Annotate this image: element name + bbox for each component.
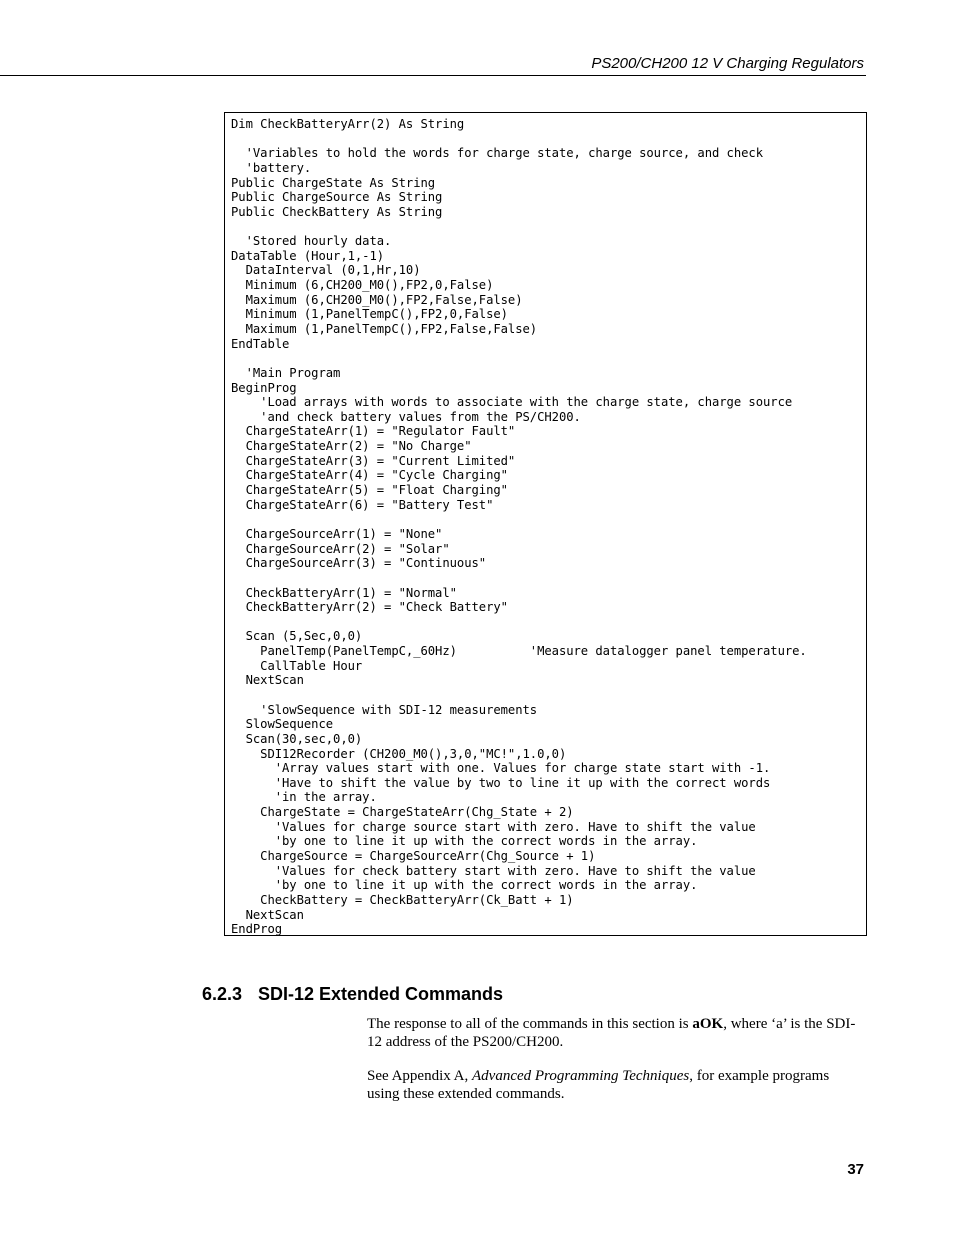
code-line [231, 512, 807, 527]
code-line: EndProg [231, 922, 283, 937]
para2-text-after: , for example programs using these extended commands. [367, 1068, 830, 1102]
code-line: Public ChargeState As String [231, 175, 436, 190]
para2-text-before: See Appendix A, [367, 1068, 472, 1084]
code-line: 'in the array. [231, 790, 377, 805]
code-line: CallTable Hour [231, 658, 363, 673]
code-line: CheckBatteryArr(2) = "Check Battery" [231, 600, 508, 615]
code-line: SlowSequence [231, 717, 334, 732]
code-line: 'SlowSequence with SDI-12 measurements [231, 702, 538, 717]
code-line [231, 688, 807, 703]
code-line: 'by one to line it up with the correct words in the array. [231, 834, 698, 849]
code-line: 'Stored hourly data. [231, 234, 392, 249]
code-line: ChargeSourceArr(1) = "None" [231, 526, 443, 541]
code-line: EndTable [231, 336, 290, 351]
code-line: ChargeSourceArr(3) = "Continuous" [231, 556, 487, 571]
code-line: Minimum (6,CH200_M0(),FP2,0,False) [231, 278, 494, 293]
code-line [231, 571, 807, 586]
code-line [231, 132, 807, 147]
code-line: ChargeStateArr(1) = "Regulator Fault" [231, 424, 516, 439]
para1-text-before: The response to all of the commands in this section is [367, 1016, 693, 1032]
code-line: 'by one to line it up with the correct words in the array. [231, 878, 698, 893]
code-line: ChargeStateArr(5) = "Float Charging" [231, 483, 508, 498]
code-line [231, 351, 807, 366]
code-line: Minimum (1,PanelTempC(),FP2,0,False) [231, 307, 508, 322]
para1-text-after: , where ‘a’ is the SDI-12 address of the PS200/CH200. [367, 1016, 856, 1050]
code-line: Scan(30,sec,0,0) [231, 731, 363, 746]
page-number: 37 [847, 1161, 864, 1178]
para1-bold-term: aOK [692, 1016, 724, 1032]
code-line: DataTable (Hour,1,-1) [231, 248, 385, 263]
running-header-title: PS200/CH200 12 V Charging Regulators [591, 55, 864, 72]
header-rule [0, 75, 866, 76]
code-line: BeginProg [231, 380, 297, 395]
code-line: ChargeStateArr(6) = "Battery Test" [231, 497, 494, 512]
code-line: ChargeStateArr(2) = "No Charge" [231, 439, 472, 454]
code-line: Dim CheckBatteryArr(2) As String [231, 117, 465, 131]
section-heading [202, 984, 503, 1005]
code-line: ChargeStateArr(3) = "Current Limited" [231, 453, 516, 468]
code-line: PanelTemp(PanelTempC,_60Hz) 'Measure datalogger panel temperature. [231, 644, 807, 659]
code-line: 'Variables to hold the words for charge state, charge source, and check [231, 146, 763, 161]
code-line: CheckBattery = CheckBatteryArr(Ck_Batt + 1) [231, 892, 574, 907]
code-line: 'Main Program [231, 365, 341, 380]
code-line: 'Have to shift the value by two to line it up with the correct words [231, 775, 771, 790]
code-line: 'Values for check battery start with zero. Have to shift the value [231, 863, 756, 878]
code-line: 'Load arrays with words to associate with the charge state, charge source [231, 395, 793, 410]
code-line: Maximum (6,CH200_M0(),FP2,False,False) [231, 292, 523, 307]
body-paragraph-response [367, 1015, 862, 1051]
code-line: SDI12Recorder (CH200_M0(),3,0,"MC!",1.0,0) [231, 746, 567, 761]
section-number: 6.2.3 [202, 984, 243, 1004]
code-line: ChargeState = ChargeStateArr(Chg_State + 2) [231, 805, 574, 820]
code-line: Public ChargeSource As String [231, 190, 443, 205]
code-line: Maximum (1,PanelTempC(),FP2,False,False) [231, 321, 538, 336]
code-line [231, 219, 807, 234]
code-line: ChargeSourceArr(2) = "Solar" [231, 541, 450, 556]
code-line: ChargeSource = ChargeSourceArr(Chg_Source + 1) [231, 849, 596, 864]
code-line: CheckBatteryArr(1) = "Normal" [231, 585, 457, 600]
appendix-title-link: Advanced Programming Techniques [472, 1068, 690, 1084]
code-line: Public CheckBattery As String [231, 204, 443, 219]
code-line [231, 615, 807, 630]
code-line: ChargeStateArr(4) = "Cycle Charging" [231, 468, 508, 483]
code-line: DataInterval (0,1,Hr,10) [231, 263, 421, 278]
section-title: SDI-12 Extended Commands [258, 984, 504, 1004]
code-line: 'Array values start with one. Values for charge state start with -1. [231, 761, 771, 776]
code-line: 'Values for charge source start with zero. Have to shift the value [231, 819, 756, 834]
code-line: 'and check battery values from the PS/CH200. [231, 409, 581, 424]
code-line: NextScan [231, 673, 304, 688]
code-listing [231, 117, 807, 937]
code-listing-box [224, 112, 867, 936]
body-paragraph-appendix [367, 1067, 862, 1103]
code-line: 'battery. [231, 160, 312, 175]
code-line: NextScan [231, 907, 304, 922]
code-line: Scan (5,Sec,0,0) [231, 629, 363, 644]
